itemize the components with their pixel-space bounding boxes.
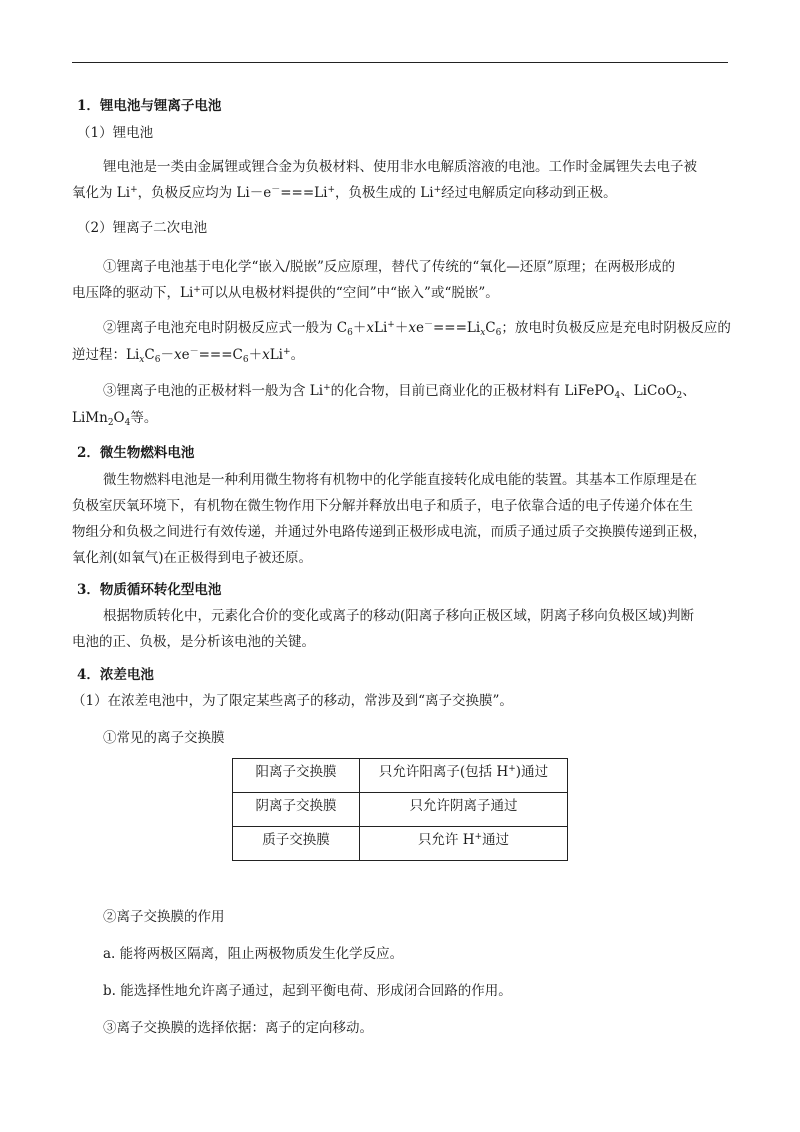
variable: x bbox=[173, 347, 182, 363]
section-title-2: 2．微生物燃料电池 bbox=[77, 445, 195, 461]
text-run: C bbox=[485, 320, 496, 336]
table-cell-name: 阴离子交换膜 bbox=[233, 793, 360, 827]
paragraph-line: 电池的正、负极，是分析该电池的关键。 bbox=[72, 634, 315, 650]
subscript: 6 bbox=[154, 355, 161, 365]
subscript: 6 bbox=[242, 355, 249, 365]
paragraph-line bbox=[72, 408, 157, 430]
variable: x bbox=[366, 320, 374, 336]
table-cell-name: 阳离子交换膜 bbox=[233, 759, 360, 793]
paragraph-line bbox=[103, 381, 696, 403]
subheading-membrane-selection: ③离子交换膜的选择依据：离子的定向移动。 bbox=[103, 1020, 373, 1036]
paragraph-line bbox=[103, 318, 731, 340]
paragraph-line: 物组分和负极之间进行有效传递，并通过外电路传递到正极形成电流，而质子通过质子交换膜传递到正极， bbox=[72, 524, 707, 540]
variable: x bbox=[262, 347, 270, 363]
list-item: b. 能选择性地允许离子通过，起到平衡电荷、形成闭合回路的作用。 bbox=[103, 983, 512, 999]
text-run: 等。 bbox=[130, 410, 158, 426]
section-title-1: 1．锂电池与锂离子电池 bbox=[77, 98, 222, 114]
text-run: e bbox=[181, 347, 190, 363]
superscript: + bbox=[323, 383, 331, 393]
text-run: 通过 bbox=[482, 832, 510, 848]
paragraph-line bbox=[72, 283, 499, 305]
text-run: ，负极反应均为 Li－e bbox=[137, 185, 272, 201]
text-run: )通过 bbox=[515, 764, 549, 780]
paragraph-line: 氧化剂(如氧气)在正极得到电子被还原。 bbox=[72, 550, 313, 566]
superscript: + bbox=[474, 832, 483, 842]
text-run: ＋ bbox=[248, 347, 263, 363]
section-title-3: 3．物质循环转化型电池 bbox=[77, 582, 222, 598]
text-run: ===Li bbox=[280, 185, 328, 201]
superscript: + bbox=[193, 285, 201, 295]
paragraph-line: 负极室厌氧环境下，有机物在微生物作用下分解并释放出电子和质子，电子依靠合适的电子传递介体在生 bbox=[72, 498, 693, 514]
paragraph-line bbox=[72, 183, 617, 205]
table-row bbox=[233, 793, 568, 827]
section-title-4: 4．浓差电池 bbox=[77, 667, 154, 683]
superscript: + bbox=[130, 185, 138, 195]
paragraph-line: 锂电池是一类由金属锂或锂合金为负极材料、使用非水电解质溶液的电池。工作时金属锂失去电子被 bbox=[103, 159, 697, 175]
subsection-title-li-ion-secondary: （2）锂离子二次电池 bbox=[77, 220, 208, 236]
superscript: － bbox=[271, 185, 281, 195]
text-run: Li bbox=[373, 320, 388, 336]
header-rule bbox=[72, 62, 728, 63]
table-cell-desc bbox=[360, 759, 568, 793]
text-run: ；放电时负极反应是充电时阴极反应的 bbox=[501, 320, 731, 336]
membrane-table bbox=[232, 758, 568, 861]
text-run: C bbox=[144, 347, 155, 363]
paragraph-line: 根据物质转化中，元素化合价的变化或离子的移动(阳离子移向正极区域，阴离子移向负极区域)判断 bbox=[103, 608, 695, 624]
text-run: 氧化为 Li bbox=[72, 185, 131, 201]
text-run: ＋ bbox=[352, 320, 367, 336]
subscript: 2 bbox=[676, 391, 683, 401]
superscript: + bbox=[387, 320, 395, 330]
subscript: 4 bbox=[614, 391, 621, 401]
paragraph-line bbox=[72, 345, 304, 367]
paragraph-line: （1）在浓差电池中，为了限定某些离子的移动，常涉及到“离子交换膜”。 bbox=[72, 693, 513, 709]
text-run: 只允许阳离子(包括 H bbox=[378, 764, 509, 780]
text-run: ===Li bbox=[432, 320, 481, 336]
subheading-common-membranes: ①常见的离子交换膜 bbox=[103, 730, 225, 746]
superscript: + bbox=[508, 764, 516, 774]
superscript: + bbox=[433, 185, 442, 195]
list-item: a. 能将两极区隔离，阻止两极物质发生化学反应。 bbox=[103, 946, 404, 962]
subscript: 2 bbox=[107, 418, 114, 428]
table-row bbox=[233, 759, 568, 793]
text-run: 的化合物，目前已商业化的正极材料有 LiFePO bbox=[330, 383, 615, 399]
text-run: ===C bbox=[198, 347, 243, 363]
superscript: － bbox=[423, 320, 433, 330]
table-cell-name: 质子交换膜 bbox=[233, 827, 360, 861]
text-run: ＋ bbox=[394, 320, 409, 336]
table-cell-desc bbox=[360, 827, 568, 861]
table-cell-desc: 只允许阴离子通过 bbox=[360, 793, 568, 827]
variable: x bbox=[408, 320, 416, 336]
subheading-membrane-function: ②离子交换膜的作用 bbox=[103, 909, 225, 925]
subscript: x bbox=[139, 355, 145, 365]
subscript: 4 bbox=[124, 418, 131, 428]
text-run: ③锂离子电池的正极材料一般为含 Li bbox=[103, 383, 324, 399]
superscript: + bbox=[327, 185, 335, 195]
text-run: 经过电解质定向移动到正极。 bbox=[441, 185, 617, 201]
text-run: 只允许 H bbox=[417, 832, 475, 848]
text-run: 电压降的驱动下，Li bbox=[72, 285, 194, 301]
table-row bbox=[233, 827, 568, 861]
text-run: Li bbox=[269, 347, 284, 363]
subscript: x bbox=[480, 328, 486, 338]
subscript: 6 bbox=[347, 328, 353, 338]
subsection-title-lithium-battery: （1）锂电池 bbox=[77, 125, 154, 141]
text-run: O bbox=[113, 410, 125, 426]
text-run: 、 bbox=[682, 383, 696, 399]
text-run: e bbox=[415, 320, 424, 336]
text-run: ②锂离子电池充电时阴极反应式一般为 C bbox=[103, 320, 348, 336]
subscript: 6 bbox=[495, 328, 502, 338]
superscript: + bbox=[283, 347, 291, 357]
text-run: LiMn bbox=[72, 410, 108, 426]
paragraph-line: ①锂离子电池基于电化学“嵌入/脱嵌”反应原理，替代了传统的“氧化—还原”原理；在两极形成的 bbox=[103, 259, 676, 275]
paragraph-line: 微生物燃料电池是一种利用微生物将有机物中的化学能直接转化成电能的装置。其基本工作原理是在 bbox=[103, 472, 697, 488]
text-run: 可以从电极材料提供的“空间”中“嵌入”或“脱嵌”。 bbox=[200, 285, 499, 301]
text-run: － bbox=[160, 347, 174, 363]
text-run: ，负极生成的 Li bbox=[334, 185, 434, 201]
superscript: － bbox=[189, 347, 199, 357]
text-run: 。 bbox=[290, 347, 305, 363]
text-run: 、LiCoO bbox=[620, 383, 677, 399]
text-run: 逆过程：Li bbox=[72, 347, 140, 363]
